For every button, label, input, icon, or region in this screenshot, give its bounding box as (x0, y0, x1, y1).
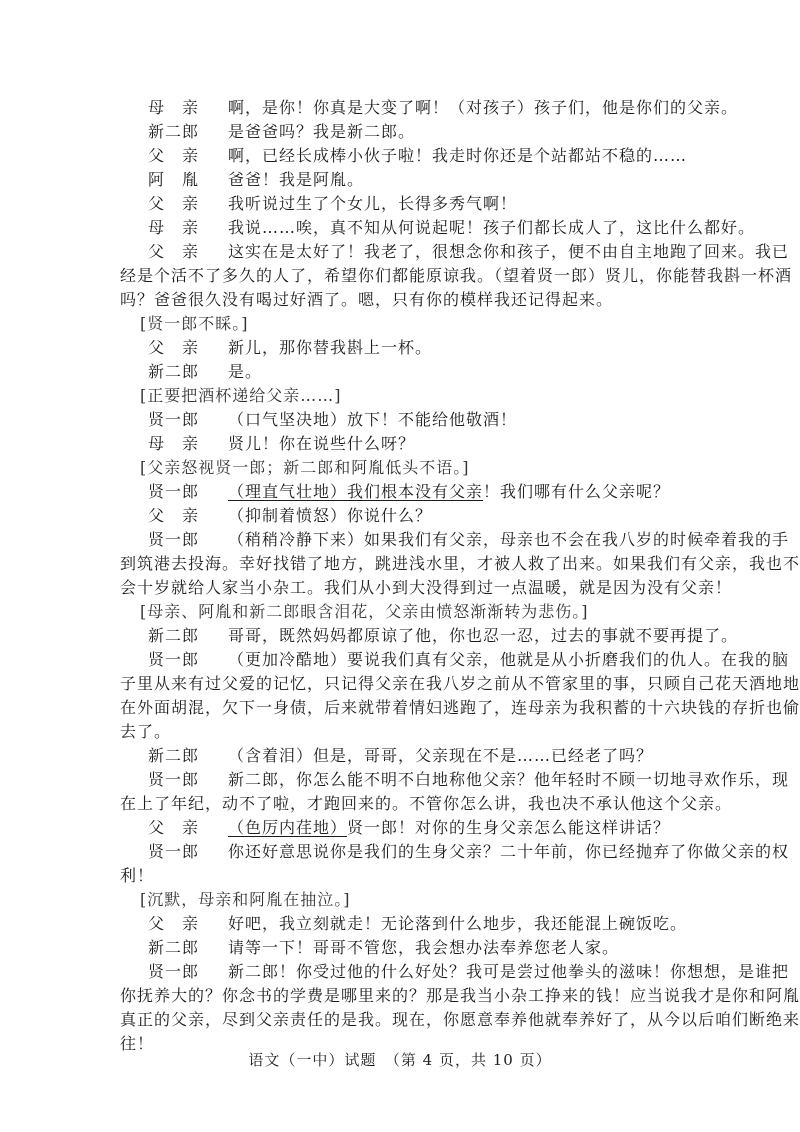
speaker-name: 父 亲 (148, 914, 200, 933)
underlined-phrase: 我们根本没有父亲 (347, 482, 484, 501)
dialogue-line (120, 528, 790, 552)
speaker-name: 贤一郎 (148, 650, 200, 669)
speaker-name: 父 亲 (148, 194, 200, 213)
dialogue-line (120, 144, 720, 168)
speaker-name: 新二郎 (148, 938, 200, 957)
speaker-name: 贤一郎 (148, 770, 200, 789)
continuation-line: 吗？爸爸很久没有喝过好酒了。嗯，只有你的模样我还记得起来。 (120, 290, 614, 309)
dialogue-line (120, 192, 720, 216)
dialogue-text: 贤一郎！对你的生身父亲怎么能这样讲话？ (347, 818, 671, 837)
speaker-name: 贤一郎 (148, 530, 200, 549)
dialogue-text: 请等一下！哥哥不管您，我会想办法奉养您老人家。 (228, 938, 620, 957)
continuation-line: 去了。 (120, 722, 172, 741)
dialogue-line (120, 360, 720, 384)
dialogue-line (120, 960, 790, 984)
dialogue-text: （更加冷酷地）要说我们真有父亲，他就是从小折磨我们的仇人。在我的脑 (228, 650, 790, 669)
speaker-name: 阿 胤 (148, 170, 200, 189)
dialogue-line (120, 624, 739, 648)
dialogue-line (120, 336, 720, 360)
dialogue-line (120, 432, 720, 456)
continuation-line: 经是个活不了多久的人了，希望你们都能原谅我。（望着贤一郎）贤儿，你能替我斟一杯酒 (120, 266, 793, 285)
continuation-line: 你抚养大的？你念书的学费是哪里来的？那是我当小杂工挣来的钱！应当说我才是你和阿胤 (120, 986, 800, 1005)
dialogue-line (120, 912, 720, 936)
continuation-line: 会十岁就给人家当小杂工。我们从小到大没得到过一点温暖，就是因为没有父亲！ (120, 578, 733, 597)
stage-direction: [父亲怒视贤一郎；新二郎和阿胤低头不语。] (140, 458, 470, 477)
speaker-name: 父 亲 (148, 242, 200, 261)
speaker-name: 新二郎 (148, 122, 200, 141)
continuation-line: 在外面胡混，欠下一身债，后来就带着情妇逃跑了，连母亲为我积蓄的十六块钱的存折也偷 (120, 698, 800, 717)
dialogue-text: 你还好意思说你是我们的生身父亲？二十年前，你已经抛弃了你做父亲的权 (228, 842, 790, 861)
page-footer: 语文（一中）试题 （第 4 页，共 10 页） (248, 1051, 552, 1069)
dialogue-text: 贤儿！你在说些什么呀？ (228, 434, 416, 453)
speaker-name: 贤一郎 (148, 410, 200, 429)
dialogue-text: 新二郎，你怎么能不明不白地称他父亲？他年轻时不顾一切地寻欢作乐，现 (228, 770, 790, 789)
dialogue-text: 我听说过生了个女儿，长得多秀气啊！ (228, 194, 518, 213)
dialogue-text: （口气坚决地）放下！不能给他敬酒！ (228, 410, 518, 429)
stage-direction: [贤一郎不睬。] (140, 314, 249, 333)
continuation-line: 真正的父亲，尽到父亲责任的是我。现在，你愿意奉养他就奉养好了，从今以后咱们断绝来 (120, 1010, 800, 1029)
dialogue-line (120, 744, 720, 768)
stage-direction: [沉默，母亲和阿胤在抽泣。] (140, 890, 351, 909)
dialogue-line (120, 96, 739, 120)
dialogue-line (120, 480, 720, 504)
dialogue-line (120, 216, 756, 240)
drama-text (120, 96, 800, 1056)
dialogue-text: 啊，是你！你真是大变了啊！（对孩子）孩子们，他是你们的父亲。 (228, 98, 739, 117)
speaker-name: 母 亲 (148, 98, 200, 117)
underlined-phrase: （理直气壮地） (228, 482, 348, 501)
dialogue-line (120, 408, 720, 432)
stage-direction: [正要把酒杯递给父亲……] (140, 386, 342, 405)
dialogue-text: 新儿，那你替我斟上一杯。 (228, 338, 433, 357)
continuation-line: 利！ (120, 866, 155, 885)
dialogue-text: 是。 (228, 362, 263, 381)
speaker-name: 父 亲 (148, 146, 200, 165)
dialogue-text: 爸爸！我是阿胤。 (228, 170, 365, 189)
dialogue-text: 哥哥，既然妈妈都原谅了他，你也忍一忍，过去的事就不要再提了。 (228, 626, 739, 645)
dialogue-text: 这实在是太好了！我老了，很想念你和孩子，便不由自主地跑了回来。我已 (228, 242, 790, 261)
underlined-phrase: （色厉内荏地） (228, 818, 348, 837)
speaker-name: 贤一郎 (148, 482, 200, 501)
continuation-line: 往！ (120, 1034, 155, 1053)
speaker-name: 贤一郎 (148, 962, 200, 981)
dialogue-line (120, 648, 790, 672)
speaker-name: 父 亲 (148, 506, 200, 525)
dialogue-line (120, 120, 720, 144)
dialogue-line (120, 768, 790, 792)
speaker-name: 父 亲 (148, 338, 200, 357)
stage-direction: [母亲、阿胤和新二郎眼含泪花，父亲由愤怒渐渐转为悲伤。] (140, 602, 589, 621)
speaker-name: 父 亲 (148, 818, 200, 837)
dialogue-line (120, 504, 720, 528)
dialogue-text: 新二郎！你受过他的什么好处？我可是尝过他拳头的滋味！你想想，是谁把 (228, 962, 790, 981)
dialogue-line (120, 816, 720, 840)
dialogue-line (120, 840, 790, 864)
dialogue-line (120, 168, 720, 192)
dialogue-text: （含着泪）但是，哥哥，父亲现在不是……已经老了吗？ (228, 746, 654, 765)
speaker-name: 贤一郎 (148, 842, 200, 861)
dialogue-text: 好吧，我立刻就走！无论落到什么地步，我还能混上碗饭吃。 (228, 914, 688, 933)
dialogue-text: 我说……唉，真不知从何说起呢！孩子们都长成人了，这比什么都好。 (228, 218, 756, 237)
continuation-line: 子里从来有过父爱的记忆，只记得父亲在我八岁之前从不管家里的事，只顾自己花天酒地地 (120, 674, 800, 693)
dialogue-text: 啊，已经长成棒小伙子啦！我走时你还是个站都站不稳的…… (228, 146, 688, 165)
continuation-line: 到筑港去投海。幸好找错了地方，跳进浅水里，才被人救了出来。如果我们有父亲，我也不 (120, 554, 800, 573)
dialogue-text: 是爸爸吗？我是新二郎。 (228, 122, 416, 141)
dialogue-text: （稍稍冷静下来）如果我们有父亲，母亲也不会在我八岁的时候牵着我的手 (228, 530, 790, 549)
speaker-name: 新二郎 (148, 626, 200, 645)
speaker-name: 新二郎 (148, 746, 200, 765)
speaker-name: 母 亲 (148, 434, 200, 453)
dialogue-text: （抑制着愤怒）你说什么？ (228, 506, 433, 525)
speaker-name: 新二郎 (148, 362, 200, 381)
speaker-name: 母 亲 (148, 218, 200, 237)
dialogue-line (120, 240, 790, 264)
dialogue-text: ！我们哪有什么父亲呢？ (483, 482, 671, 501)
continuation-line: 在上了年纪，动不了啦，才跑回来的。不管你怎么讲，我也决不承认他这个父亲。 (120, 794, 733, 813)
dialogue-line (120, 936, 720, 960)
